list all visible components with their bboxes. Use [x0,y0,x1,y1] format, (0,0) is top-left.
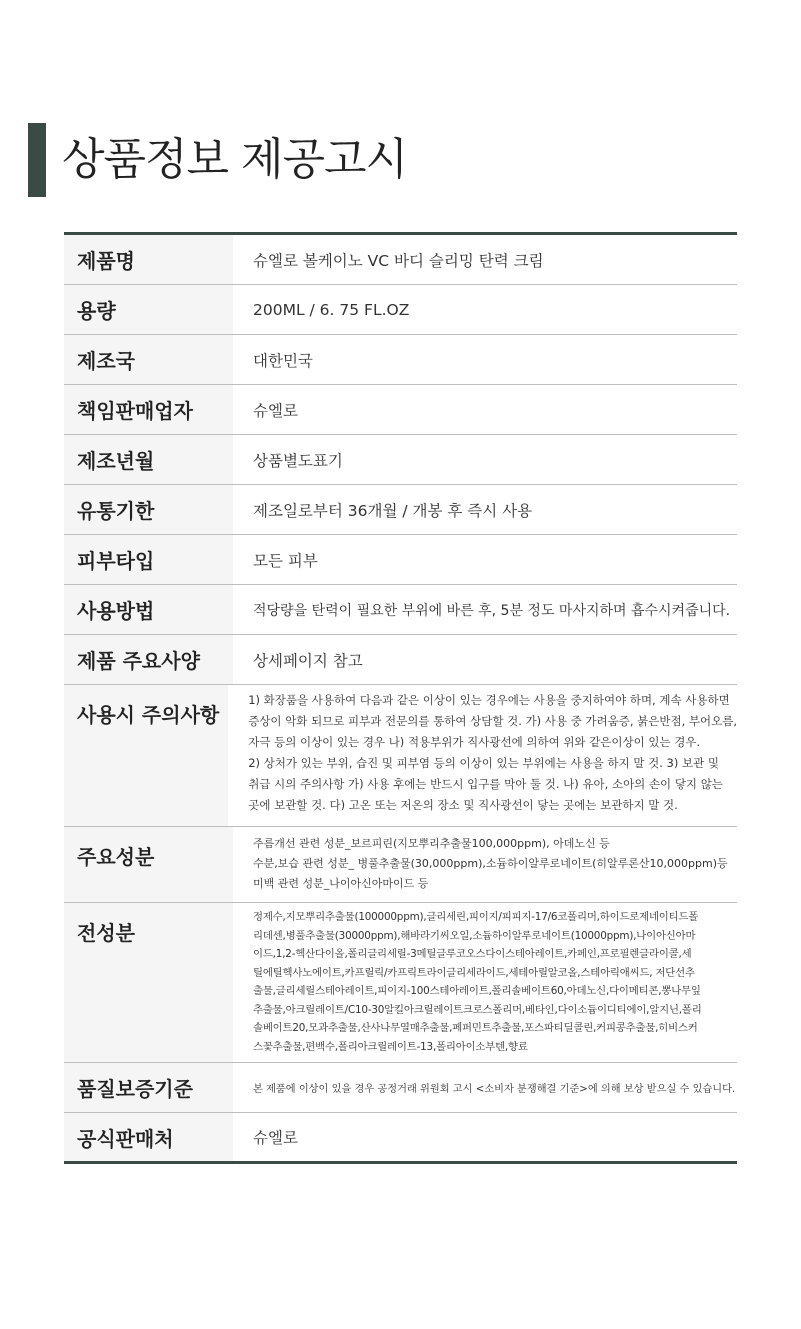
row-value: 제조일로부터 36개월 / 개봉 후 즉시 사용 [253,501,533,520]
table-row-product-name [64,235,737,284]
ingredient-line: 추출물,아크릴레이트/C10-30알킬아크릴레이트크로스폴리머,베타인,다이소듐이디티에이,알지닌,폴리 [253,1003,702,1016]
page-title: 상품정보 제공고시 [62,134,408,185]
row-label: 책임판매업자 [64,385,233,434]
ingredient-line: 미백 관련 성분_나이아신아마이드 등 [253,877,429,890]
row-value: 슈엘로 [253,1129,298,1147]
row-value: 적당량을 탄력이 필요한 부위에 바른 후, 5분 정도 마사지하며 흡수시켜줍니다. [253,602,731,619]
caution-line: 1) 화장품을 사용하여 다음과 같은 이상이 있는 경우에는 사용을 중지하여야 하며, 계속 사용하면 [248,693,730,707]
row-label: 주요성분 [64,827,233,902]
table-row-key-ingredients [64,826,737,902]
product-info-table [64,232,737,1164]
ingredient-line: 틸에틸헥사노에이트,카프릴릭/카프릭트라이글리세라이드,세테아릴알코올,스테아릭애씨드, 저단선추 [253,966,695,979]
ingredient-line: 출물,글리세릴스테아레이트,피이지-100스테아레이트,폴리솔베이트60,아데노신,다이메티콘,뽕나무잎 [253,985,701,997]
caution-line: 2) 상처가 있는 부위, 습진 및 피부염 등의 이상이 있는 부위에는 사용을 하지 말 것. 3) 보관 및 [248,756,719,770]
key-ingredients-text [233,827,737,902]
row-value: 슈엘로 볼케이노 VC 바디 슬리밍 탄력 크림 [253,251,544,270]
table-row-responsible-seller [64,384,737,434]
row-value: 상세페이지 참고 [253,651,363,670]
ingredient-line: 정제수,지모뿌리추출물(100000ppm),글리세린,피이지/피피지-17/6코폴리머,하이드로제네이티드폴 [253,911,699,923]
caution-line: 취급 시의 주의사항 가) 사용 후에는 반드시 입구를 막아 둘 것. 나) 유아, 소아의 손이 닿지 않는 [248,777,723,791]
title-accent-bar [28,123,46,197]
row-label: 제조년월 [64,435,233,484]
page-header [28,122,407,198]
row-label: 제조국 [64,335,233,384]
row-value: 대한민국 [253,351,313,370]
row-value: 본 제품에 이상이 있을 경우 공정거래 위원회 고시 <소비자 분쟁해결 기준>에 의해 보상 받으실 수 있습니다. [253,1084,736,1095]
caution-line: 증상이 악화 되므로 피부과 전문의를 통하여 상담할 것. 가) 사용 중 가려움증, 붉은반점, 부어오름, [248,714,737,728]
table-row-volume [64,284,737,334]
caution-text [228,685,737,826]
row-label: 품질보증기준 [64,1063,233,1112]
row-value: 상품별도표기 [253,451,343,470]
row-label: 제품 주요사양 [64,635,233,684]
table-row-official-seller [64,1112,737,1161]
table-row-manufacture-date [64,434,737,484]
caution-line: 곳에 보관할 것. 다) 고온 또는 저온의 장소 및 직사광선이 닿는 곳에는 보관하지 말 것. [248,798,678,812]
row-label: 사용방법 [64,585,233,634]
row-label: 공식판매처 [64,1113,233,1161]
ingredient-line: 솔베이트20,모과추출물,산사나무열매추출물,페퍼민트추출물,포스파티딜콜린,커피콩추출물,히비스커 [253,1022,698,1034]
table-row-caution [64,684,737,826]
ingredient-line: 주름개선 관련 성분_보르피린(지모뿌리추출물100,000ppm), 아데노신 등 [253,837,610,850]
table-row-quality-standard [64,1062,737,1112]
table-row-country [64,334,737,384]
caution-line: 자극 등의 이상이 있는 경우 나) 적용부위가 직사광선에 의하여 위와 같은이상이 있는 경우. [248,735,701,749]
ingredient-line: 리데센,병풀추출물(30000ppm),해바라기씨오일,소듐하이알루로네이트(10000ppm),나이아신아마 [253,929,696,942]
row-value: 200ML / 6. 75 FL.OZ [253,300,410,319]
table-row-main-spec [64,634,737,684]
ingredient-line: 수분,보습 관련 성분_ 병풀추출물(30,000ppm),소듐하이알루로네이트(히알루론산10,000ppm)등 [253,857,728,870]
row-value: 슈엘로 [253,401,298,420]
row-label: 제품명 [64,235,233,284]
all-ingredients-text [233,903,737,1062]
table-row-all-ingredients [64,902,737,1062]
row-value: 모든 피부 [253,551,318,570]
row-label: 유통기한 [64,485,233,534]
row-label: 전성분 [64,903,233,1062]
ingredient-line: 이드,1,2-헥산다이올,폴리글리세릴-3메틸글루코오스다이스테아레이트,카페인,프로필렌글라이콜,세 [253,948,692,960]
ingredient-line: 스꽃추출물,편백수,폴리아크릴레이트-13,폴리아이소부텐,향료 [253,1040,528,1053]
table-row-expiry [64,484,737,534]
row-label: 피부타입 [64,535,233,584]
table-row-skin-type [64,534,737,584]
row-label: 용량 [64,285,233,334]
table-row-usage [64,584,737,634]
row-label: 사용시 주의사항 [64,685,228,826]
